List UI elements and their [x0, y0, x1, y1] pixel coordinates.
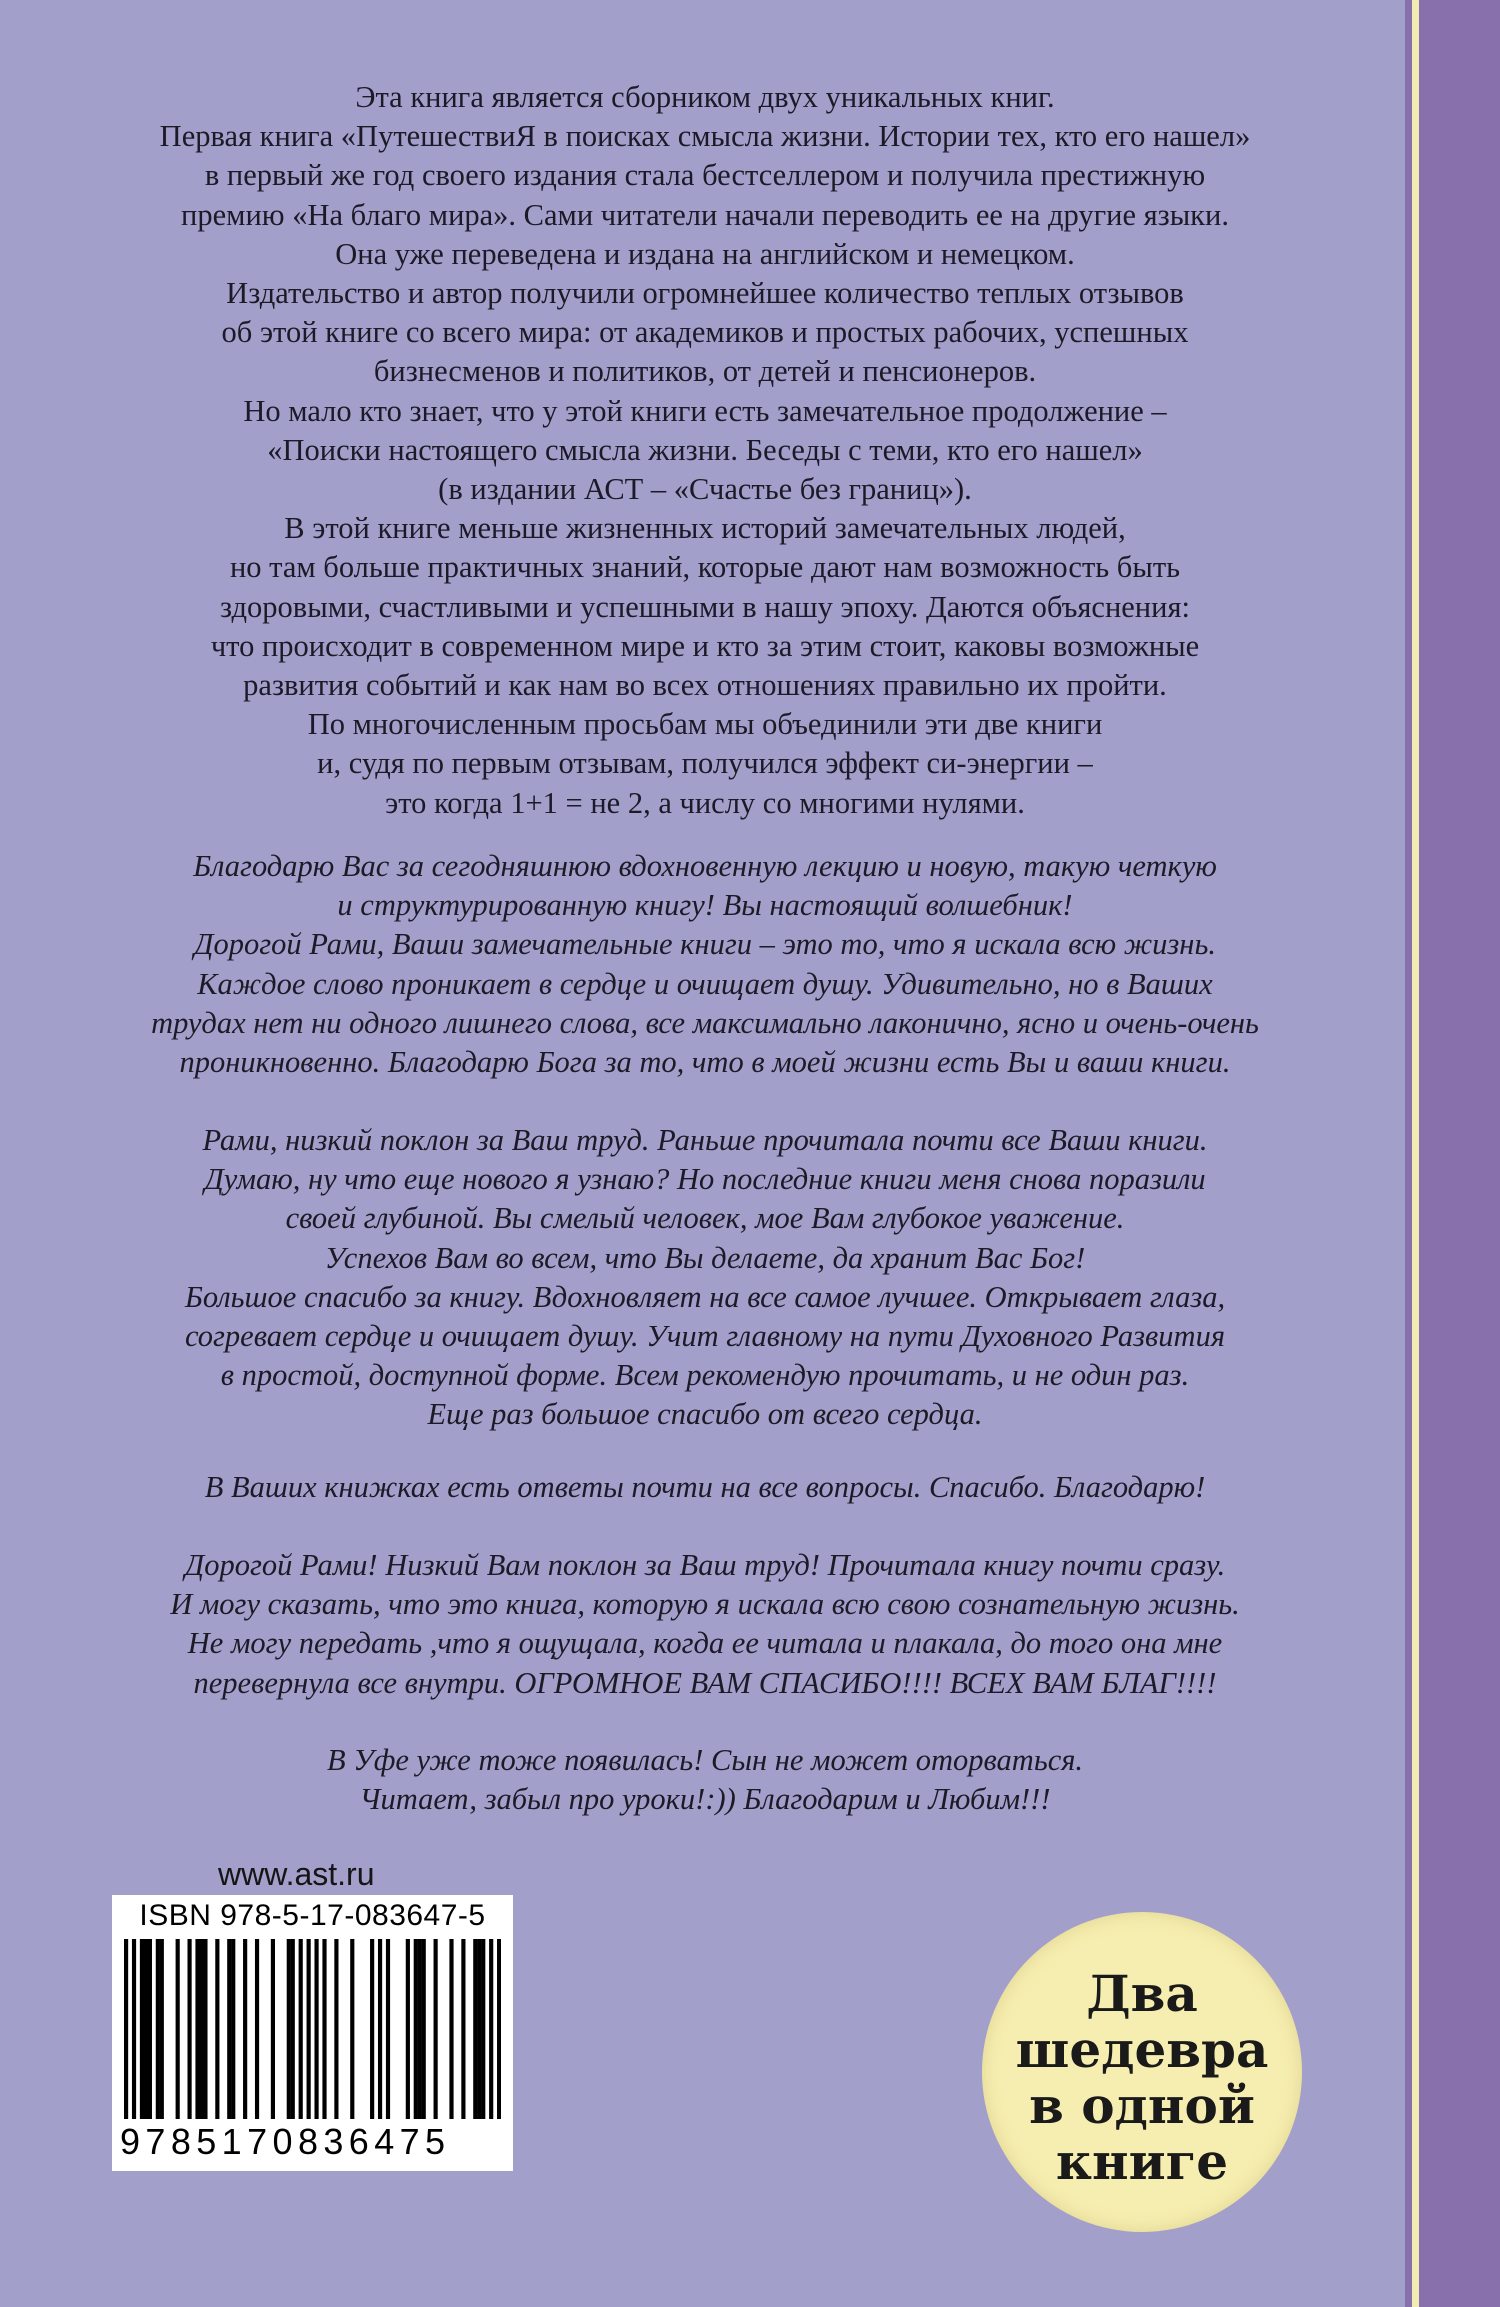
barcode-bar [132, 1939, 136, 2119]
barcode-bar [227, 1939, 231, 2119]
two-masterpieces-seal [982, 1912, 1302, 2232]
barcode-bar [124, 1939, 128, 2119]
publisher-website: www.ast.ru [218, 1856, 375, 1892]
barcode-bar [473, 1939, 477, 2119]
barcode-bar [414, 1939, 418, 2119]
seal-line: шедевра [1015, 2020, 1269, 2079]
intro-line: это когда 1+1 = не 2, а числу со многими нулями. [385, 785, 1025, 820]
review-line: Думаю, ну что еще нового я узнаю? Но последние книги меня снова поразили [204, 1162, 1206, 1197]
review-line: Читает, забыл про уроки!:)) Благодарим и Любим!!! [359, 1782, 1051, 1817]
barcode-bar [307, 1939, 311, 2119]
review-line: трудах нет ни одного лишнего слова, все максимально лаконично, ясно и очень-очень [151, 1005, 1259, 1040]
barcode-bar [386, 1939, 390, 2119]
intro-line: что происходит в современном мире и кто за этим стоит, каковы возможные [210, 628, 1200, 663]
barcode-bar [314, 1939, 318, 2119]
review-line: Благодарю Вас за сегодняшнюю вдохновенную лекцию и новую, такую четкую [193, 849, 1217, 883]
barcode-bar [199, 1939, 203, 2119]
barcode-bar [243, 1939, 247, 2119]
spine-stripe [1412, 0, 1419, 2307]
barcode-bar [477, 1939, 481, 2119]
intro-line: По многочисленным просьбам мы объединили эти две книги [307, 707, 1103, 742]
review-line: перевернула все внутри. ОГРОМНОЕ ВАМ СПАСИБО!!!! ВСЕХ ВАМ БЛАГ!!!! [193, 1665, 1217, 1700]
intro-line: В этой книге меньше жизненных историй замечательных людей, [284, 511, 1126, 546]
barcode-bar [322, 1939, 326, 2119]
review-line: Дорогой Рами! Низкий Вам поклон за Ваш труд! Прочитала книгу почти сразу. [184, 1548, 1226, 1582]
intro-line: Издательство и автор получили огромнейшее количество теплых отзывов [226, 276, 1184, 311]
barcode-bar [461, 1939, 465, 2119]
barcode-bar [140, 1939, 144, 2119]
barcode-bar [299, 1939, 303, 2119]
barcode-bar [215, 1939, 219, 2119]
review-block [60, 1546, 1350, 1703]
review-line: Большое спасибо за книгу. Вдохновляет на все самое лучшее. Открывает глаза, [184, 1279, 1226, 1314]
review-line: согревает сердце и очищает душу. Учит главному на пути Духовного Развития [184, 1319, 1225, 1354]
barcode-bar [489, 1939, 493, 2119]
barcode-number: 9785170836475 [120, 2121, 451, 2162]
barcode-bar [378, 1939, 382, 2119]
barcode-bar [334, 1939, 338, 2119]
barcode-bar [271, 1939, 275, 2119]
barcode-bars [124, 1939, 501, 2119]
intro-line: и, судя по первым отзывам, получился эффект си-энергии – [317, 746, 1093, 781]
barcode-bar [291, 1939, 295, 2119]
intro-line: (в издании АСТ – «Счастье без границ»). [438, 472, 972, 507]
seal-line: в одной [1029, 2076, 1255, 2135]
review-line: В Ваших книжках есть ответы почти на все вопросы. Спасибо. Благодарю! [204, 1470, 1206, 1504]
intro-line: премию «На благо мира». Сами читатели начали переводить ее на другие языки. [181, 197, 1229, 232]
barcode-bar [176, 1939, 180, 2119]
barcode-bar [148, 1939, 152, 2119]
review-line: своей глубиной. Вы смелый человек, мое Вам глубокое уважение. [285, 1201, 1125, 1236]
review-line: И могу сказать, что это книга, которую я искала всю свою сознательную жизнь. [170, 1587, 1240, 1622]
isbn-text: ISBN 978-5-17-083647-5 [139, 1899, 486, 1932]
review-line: в простой, доступной форме. Всем рекомендую прочитать, и не один раз. [220, 1358, 1190, 1393]
intro-line: об этой книге со всего мира: от академиков и простых рабочих, успешных [221, 315, 1189, 350]
review-block [60, 1121, 1350, 1435]
intro-line: Первая книга «ПутешествиЯ в поисках смысла жизни. Истории тех, кто его нашел» [159, 119, 1251, 154]
review-block [60, 847, 1350, 1082]
review-line: и структурированную книгу! Вы настоящий волшебник! [337, 888, 1073, 923]
barcode-bar [418, 1939, 422, 2119]
barcode-bar [434, 1939, 438, 2119]
seal-line: книге [1055, 2132, 1229, 2191]
intro-text [60, 78, 1350, 823]
seal-text [982, 1966, 1302, 2190]
barcode-bar [144, 1939, 148, 2119]
barcode-bar [350, 1939, 354, 2119]
intro-line: Эта книга является сборником двух уникальных книг. [355, 80, 1055, 114]
barcode-bar [481, 1939, 485, 2119]
review-line: Еще раз большое спасибо от всего сердца. [427, 1397, 983, 1432]
barcode-bar [187, 1939, 191, 2119]
barcode-bar [231, 1939, 235, 2119]
barcode-bar [422, 1939, 426, 2119]
intro-line: здоровыми, счастливыми и успешными в нашу эпоху. Даются объяснения: [220, 589, 1190, 624]
barcode-bar [287, 1939, 291, 2119]
review-line: Рами, низкий поклон за Ваш труд. Раньше прочитала почти все Ваши книги. [202, 1123, 1208, 1157]
review-line: Успехов Вам во всем, что Вы делаете, да хранит Вас Бог! [324, 1240, 1086, 1275]
intro-line: «Поиски настоящего смысла жизни. Беседы с теми, кто его нашел» [267, 432, 1143, 467]
review-block [60, 1468, 1350, 1507]
barcode-label [112, 1895, 513, 2171]
review-block [60, 1741, 1350, 1819]
review-line: проникновенно. Благодарю Бога за то, что в моей жизни есть Вы и ваши книги. [179, 1045, 1231, 1080]
intro-line: Она уже переведена и издана на английском и немецком. [335, 236, 1075, 271]
barcode-bar [370, 1939, 374, 2119]
intro-line: в первый же год своего издания стала бестселлером и получила престижную [204, 158, 1206, 193]
intro-line: бизнесменов и политиков, от детей и пенсионеров. [373, 354, 1037, 389]
intro-line: развития событий и как нам во всех отношениях правильно их пройти. [243, 668, 1167, 703]
barcode-bar [195, 1939, 199, 2119]
barcode-bar [497, 1939, 501, 2119]
seal-line: Два [1086, 1964, 1198, 2023]
review-line: Дорогой Рами, Ваши замечательные книги – это то, что я искала всю жизнь. [194, 927, 1216, 962]
barcode-bar [156, 1939, 160, 2119]
barcode-bar [255, 1939, 259, 2119]
review-line: Не могу передать ,что я ощущала, когда ее читала и плакала, до того она мне [187, 1626, 1223, 1661]
barcode-bar [449, 1939, 453, 2119]
review-line: Каждое слово проникает в сердце и очищает душу. Удивительно, но в Ваших [197, 966, 1213, 1001]
barcode-bar [160, 1939, 164, 2119]
intro-line: но там больше практичных знаний, которые дают нам возможность быть [229, 550, 1181, 585]
barcode-bar [406, 1939, 410, 2119]
barcode-bar [203, 1939, 207, 2119]
intro-line: Но мало кто знает, что у этой книги есть замечательное продолжение – [243, 393, 1167, 428]
review-line: В Уфе уже тоже появилась! Сын не может оторваться. [326, 1743, 1084, 1777]
spine-band [1405, 0, 1500, 2307]
